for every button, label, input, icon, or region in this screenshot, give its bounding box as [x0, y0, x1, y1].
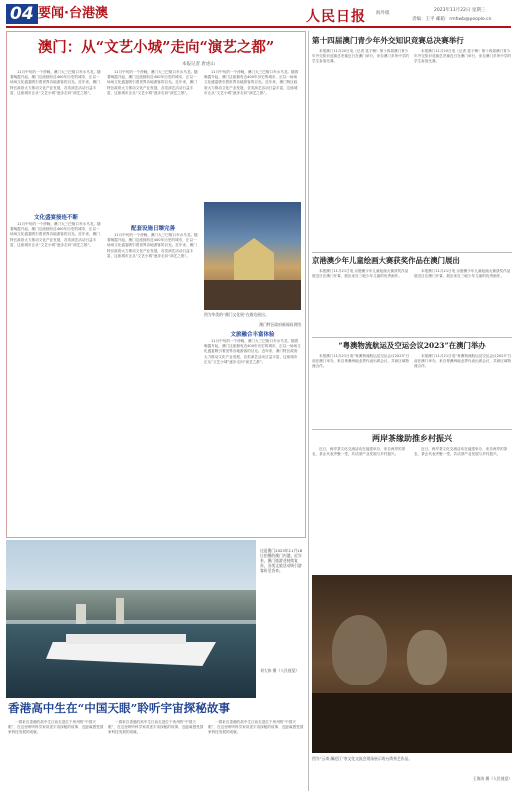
tea-headline: 两岸茶缘助推乡村振兴 — [372, 433, 452, 443]
macao-headline: 澳门：从“文艺小城”走向“演艺之都” — [37, 39, 275, 56]
macao-photo-credit: 澳门特区政府新闻局供图 — [259, 322, 301, 327]
macao-street-photo — [204, 202, 301, 310]
divider — [312, 252, 512, 253]
award-col-2: 本报澳门11月21日电 京港澳少年儿童绘画大赛获奖作品展近日在澳门开幕，展出来自三地少年儿童的优秀画作。 — [414, 269, 511, 279]
macao-byline: 本报记者 唐虎山 — [182, 62, 215, 67]
issue-date: 2023年11月22日 星期三 — [434, 8, 486, 13]
macao-col-2: 11月中旬的一个傍晚，澳门大三巴街口车水马龙。随着晚霞升起，澳门这座拥有近400年历史的城市，正以一场场文化盛宴吸引着世界各地游客的目光。近年来，澳门特区政府大力推动文化产业发展，各类演艺活动日益丰富，这座城市正从“文艺小城”逐步走向“演艺之都”。 — [107, 70, 198, 95]
tea-photo-credit: 王海涛 摄（人民视觉） — [472, 776, 512, 781]
masthead: 人民日报 — [306, 9, 366, 25]
header-rule — [6, 26, 511, 28]
exchange-col-1: 本报澳门11月20日电（记者 富子梅）第十四届澳门青少年外交知识竞赛总决赛近日在澳门举行，来自澳门多所中学的学生参加比赛。 — [312, 49, 410, 64]
macao-photo-caption: 图为华美的“澳门文化展”在路边展出。 — [204, 312, 269, 317]
tea-col-2: 近日，两岸茶文化交流活动在福建举办，来自两岸的茶农、茶企代表齐聚一堂，共话茶产业发展与乡村振兴。 — [414, 447, 508, 457]
award-headline: 京港澳少年儿童绘画大赛获奖作品在澳门展出 — [312, 256, 460, 265]
logistics-col-1: 本报澳门11月21日电“粤澳物流航运及空运会议2023”日前在澳门举办，来自粤澳两地业界代表出席会议，共商区域物流合作。 — [312, 354, 410, 369]
exchange-col-2: 本报澳门11月20日电（记者 富子梅）第十四届澳门青少年外交知识竞赛总决赛近日在澳门举行，来自澳门多所中学的学生参加比赛。 — [414, 49, 512, 64]
space-col-1: 一群来自香港的高中生日前走进位于贵州的“中国天眼”，在这里聆听科学家讲述宇宙探秘的故事，近距离感受国家科技发展的成就。 — [8, 720, 104, 735]
bay-photo-caption: 这是澳门2023年11月18日拍摄的澳门内港。近年来，澳门旅游业持续复苏，各类文旅活动吸引游客纷至沓来。 — [260, 548, 303, 573]
macao-subhead-1: 文化盛宴接连不断 — [33, 215, 78, 221]
logistics-col-2: 本报澳门11月21日电“粤澳物流航运及空运会议2023”日前在澳门举办，来自粤澳两地业界代表出席会议，共商区域物流合作。 — [414, 354, 512, 369]
space-headline: 香港高中生在“中国天眼”聆听宇宙探秘故事 — [8, 701, 231, 715]
bay-ship-photo — [6, 540, 256, 698]
tea-photo — [312, 575, 512, 753]
macao-subhead-3: 文旅融合丰富体验 — [230, 332, 275, 338]
column-divider — [308, 31, 309, 791]
section-title: 要闻·台港澳 — [38, 6, 108, 21]
page-header — [6, 4, 511, 26]
page-number: 04 — [6, 4, 38, 24]
editors: 责编：王平 邮箱：rmhwb@people.cn — [412, 17, 492, 22]
tea-photo-caption: 图为“云南·澜沧江”茶文化交流会现场展示的台湾茶艺作品。 — [312, 756, 413, 761]
macao-col-2b: 11月中旬的一个傍晚，澳门大三巴街口车水马龙。随着晚霞升起，澳门这座拥有近400年历史的城市，正以一场场文化盛宴吸引着世界各地游客的目光。近年来，澳门特区政府大力推动文化产业发展，各类演艺活动日益丰富，这座城市正从“文艺小城”逐步走向“演艺之都”。 — [107, 233, 198, 258]
space-col-3: 一群来自香港的高中生日前走进位于贵州的“中国天眼”，在这里聆听科学家讲述宇宙探秘的故事，近距离感受国家科技发展的成就。 — [208, 720, 304, 735]
exchange-headline: 第十四届澳门青少年外交知识竞赛总决赛举行 — [312, 36, 464, 45]
bay-photo-credit: 刘大伟 摄（人民视觉） — [260, 668, 300, 673]
tea-col-1: 近日，两岸茶文化交流活动在福建举办，来自两岸的茶农、茶企代表齐聚一堂，共话茶产业发展与乡村振兴。 — [312, 447, 406, 457]
macao-subhead-2: 配套设施日臻完善 — [130, 226, 175, 232]
macao-col-3: 11月中旬的一个傍晚，澳门大三巴街口车水马龙。随着晚霞升起，澳门这座拥有近400年历史的城市，正以一场场文化盛宴吸引着世界各地游客的目光。近年来，澳门特区政府大力推动文化产业发展，各类演艺活动日益丰富，这座城市正从“文艺小城”逐步走向“演艺之都”。 — [204, 70, 299, 95]
divider — [312, 337, 512, 338]
macao-col-1b: 11月中旬的一个傍晚，澳门大三巴街口车水马龙。随着晚霞升起，澳门这座拥有近400年历史的城市，正以一场场文化盛宴吸引着世界各地游客的目光。近年来，澳门特区政府大力推动文化产业发展，各类演艺活动日益丰富，这座城市正从“文艺小城”逐步走向“演艺之都”。 — [10, 222, 101, 247]
masthead-sub: 海外版 — [376, 11, 390, 16]
logistics-headline: “粤澳物流航运及空运会议2023”在澳门举办 — [338, 341, 486, 350]
macao-col-1: 11月中旬的一个傍晚，澳门大三巴街口车水马龙。随着晚霞升起，澳门这座拥有近400年历史的城市，正以一场场文化盛宴吸引着世界各地游客的目光。近年来，澳门特区政府大力推动文化产业发展，各类演艺活动日益丰富，这座城市正从“文艺小城”逐步走向“演艺之都”。 — [10, 70, 101, 95]
macao-col-3b: 11月中旬的一个傍晚，澳门大三巴街口车水马龙。随着晚霞升起，澳门这座拥有近400年历史的城市，正以一场场文化盛宴吸引着世界各地游客的目光。近年来，澳门特区政府大力推动文化产业发展，各类演艺活动日益丰富，这座城市正从“文艺小城”逐步走向“演艺之都”。 — [204, 339, 301, 364]
divider — [312, 429, 512, 430]
award-col-1: 本报澳门11月21日电 京港澳少年儿童绘画大赛获奖作品展近日在澳门开幕，展出来自三地少年儿童的优秀画作。 — [312, 269, 409, 279]
space-col-2: 一群来自香港的高中生日前走进位于贵州的“中国天眼”，在这里聆听科学家讲述宇宙探秘的故事，近距离感受国家科技发展的成就。 — [108, 720, 204, 735]
